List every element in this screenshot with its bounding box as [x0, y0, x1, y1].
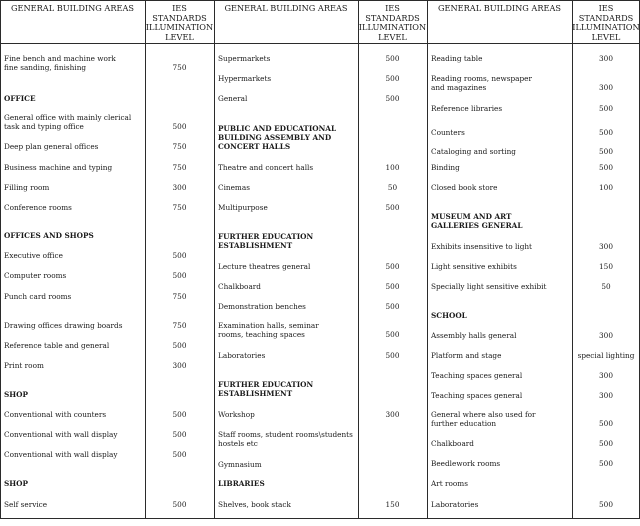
column-divider	[427, 0, 428, 519]
area-label: Staff rooms, student rooms\students hostels etc	[218, 430, 353, 449]
illumination-value: 500	[385, 329, 400, 339]
illumination-value: special lighting	[577, 351, 635, 360]
illumination-value: 500	[599, 459, 613, 468]
illumination-value: 750	[172, 163, 187, 172]
area-label: Theatre and concert halls	[218, 163, 314, 172]
area-label: Supermarkets	[218, 54, 271, 63]
area-label: Cinemas	[218, 183, 250, 192]
level-column-header: IES STANDARDS ILLUMINATION LEVEL	[358, 3, 427, 42]
section-heading: FURTHER EDUCATION ESTABLISHMENT	[218, 380, 314, 399]
section-heading: FURTHER EDUCATION ESTABLISHMENT	[218, 232, 314, 251]
area-label: Reference table and general	[4, 341, 110, 350]
illumination-value: 150	[599, 262, 613, 271]
illumination-value: 500	[599, 163, 613, 172]
illumination-value: 300	[172, 361, 187, 370]
area-label: Exhibits insensitive to light	[431, 242, 532, 251]
area-label: Laboratories	[218, 351, 266, 360]
area-label: Light sensitive exhibits	[431, 262, 517, 271]
area-label: Chalkboard	[218, 282, 261, 291]
area-label: Closed book store	[431, 183, 498, 192]
area-label: Art rooms	[431, 479, 468, 488]
illumination-value: 750	[172, 292, 187, 301]
section-heading: OFFICE	[4, 94, 36, 103]
illumination-value: 500	[599, 439, 613, 448]
area-label: Reference libraries	[431, 104, 503, 113]
illumination-value: 500	[599, 418, 613, 428]
illumination-value: 300	[599, 82, 613, 92]
illumination-value: 150	[385, 500, 400, 509]
area-label: Counters	[431, 128, 465, 137]
area-label: Computer rooms	[4, 271, 67, 280]
section-heading: OFFICES AND SHOPS	[4, 231, 94, 240]
illumination-value: 300	[599, 54, 613, 63]
illumination-value: 100	[599, 183, 613, 192]
area-label: Lecture theatres general	[218, 262, 311, 271]
area-label: Conference rooms	[4, 203, 72, 212]
illumination-value: 300	[599, 331, 613, 340]
illumination-value: 500	[172, 251, 187, 260]
area-label: Teaching spaces general	[431, 391, 523, 400]
illumination-value: 500	[385, 351, 400, 360]
illumination-value: 500	[385, 302, 400, 311]
illumination-value: 300	[599, 371, 613, 380]
area-label: Binding	[431, 163, 460, 172]
table-top-rule	[0, 0, 640, 1]
section-heading: MUSEUM AND ART GALLERIES GENERAL	[431, 212, 523, 231]
level-column-header: IES STANDARDS ILLUMINATION LEVEL	[572, 3, 640, 42]
illumination-value: 500	[172, 121, 187, 131]
area-label: Laboratories	[431, 500, 479, 509]
area-label: Beedlework rooms	[431, 459, 501, 468]
section-heading: LIBRARIES	[218, 479, 265, 488]
illumination-value: 500	[172, 271, 187, 280]
area-label: Specially light sensitive exhibit	[431, 282, 547, 291]
illumination-value: 500	[385, 262, 400, 271]
section-heading: SHOP	[4, 390, 29, 399]
area-label: Reading rooms, newspaper and magazines	[431, 74, 532, 93]
column-divider	[0, 0, 1, 519]
illumination-value: 500	[172, 410, 187, 419]
area-label: Examination halls, seminar rooms, teaching spaces	[218, 321, 319, 340]
area-label: Conventional with wall display	[4, 450, 118, 459]
area-label: Punch card rooms	[4, 292, 72, 301]
illumination-value: 300	[172, 183, 187, 192]
illumination-value: 500	[385, 282, 400, 291]
area-label: Multipurpose	[218, 203, 268, 212]
illumination-value: 750	[172, 321, 187, 330]
illumination-value: 500	[385, 94, 400, 103]
illumination-value: 500	[172, 341, 187, 350]
illumination-value: 500	[599, 500, 613, 509]
illumination-value: 300	[599, 242, 613, 251]
illumination-value: 750	[172, 142, 187, 151]
area-label: Cataloging and sorting	[431, 147, 516, 156]
illumination-value: 500	[385, 203, 400, 212]
area-label: General where also used for further education	[431, 410, 536, 429]
level-column-header: IES STANDARDS ILLUMINATION LEVEL	[145, 3, 214, 42]
area-label: Executive office	[4, 251, 63, 260]
area-label: Conventional with counters	[4, 410, 107, 419]
area-label: Assembly halls general	[431, 331, 517, 340]
area-column-header: GENERAL BUILDING AREAS	[437, 3, 562, 13]
illumination-value: 500	[172, 430, 187, 439]
area-label: Chalkboard	[431, 439, 474, 448]
area-label: Self service	[4, 500, 48, 509]
area-label: Demonstration benches	[218, 302, 306, 311]
illumination-value: 500	[599, 104, 613, 113]
illumination-value: 500	[599, 147, 613, 156]
area-label: Shelves, book stack	[218, 500, 291, 509]
area-label: Conventional with wall display	[4, 430, 118, 439]
area-label: Filling room	[4, 183, 50, 192]
area-column-header: GENERAL BUILDING AREAS	[224, 3, 348, 13]
section-heading: SHOP	[4, 479, 29, 488]
illumination-value: 100	[385, 163, 400, 172]
area-label: Gymnasium	[218, 460, 262, 469]
section-heading: PUBLIC AND EDUCATIONAL BUILDING ASSEMBLY AND CONCERT HALLS	[218, 124, 337, 152]
illumination-value: 50	[387, 183, 398, 192]
area-label: Deep plan general offices	[4, 142, 99, 151]
illumination-value: 500	[385, 74, 400, 83]
table-bottom-rule	[0, 518, 640, 519]
illumination-value: 300	[599, 391, 613, 400]
area-label: General	[218, 94, 248, 103]
illumination-value: 500	[385, 54, 400, 63]
illumination-value: 50	[601, 282, 611, 291]
illumination-value: 500	[172, 500, 187, 509]
area-label: General office with mainly clerical task and typing office	[4, 113, 132, 132]
column-divider	[214, 0, 215, 519]
illumination-value: 750	[172, 203, 187, 212]
header-rule	[0, 43, 640, 44]
area-label: Platform and stage	[431, 351, 502, 360]
area-column-header: GENERAL BUILDING AREAS	[10, 3, 135, 13]
area-label: Workshop	[218, 410, 255, 419]
area-label: Hypermarkets	[218, 74, 272, 83]
illumination-value: 750	[172, 62, 187, 72]
area-label: Fine bench and machine work fine sanding, finishing	[4, 54, 116, 73]
section-heading: SCHOOL	[431, 311, 467, 320]
illumination-value: 500	[172, 450, 187, 459]
area-label: Drawing offices drawing boards	[4, 321, 123, 330]
illumination-value: 500	[599, 128, 613, 137]
area-label: Reading table	[431, 54, 483, 63]
area-label: Print room	[4, 361, 44, 370]
area-label: Business machine and typing	[4, 163, 113, 172]
area-label: Teaching spaces general	[431, 371, 523, 380]
illumination-value: 300	[385, 410, 400, 419]
